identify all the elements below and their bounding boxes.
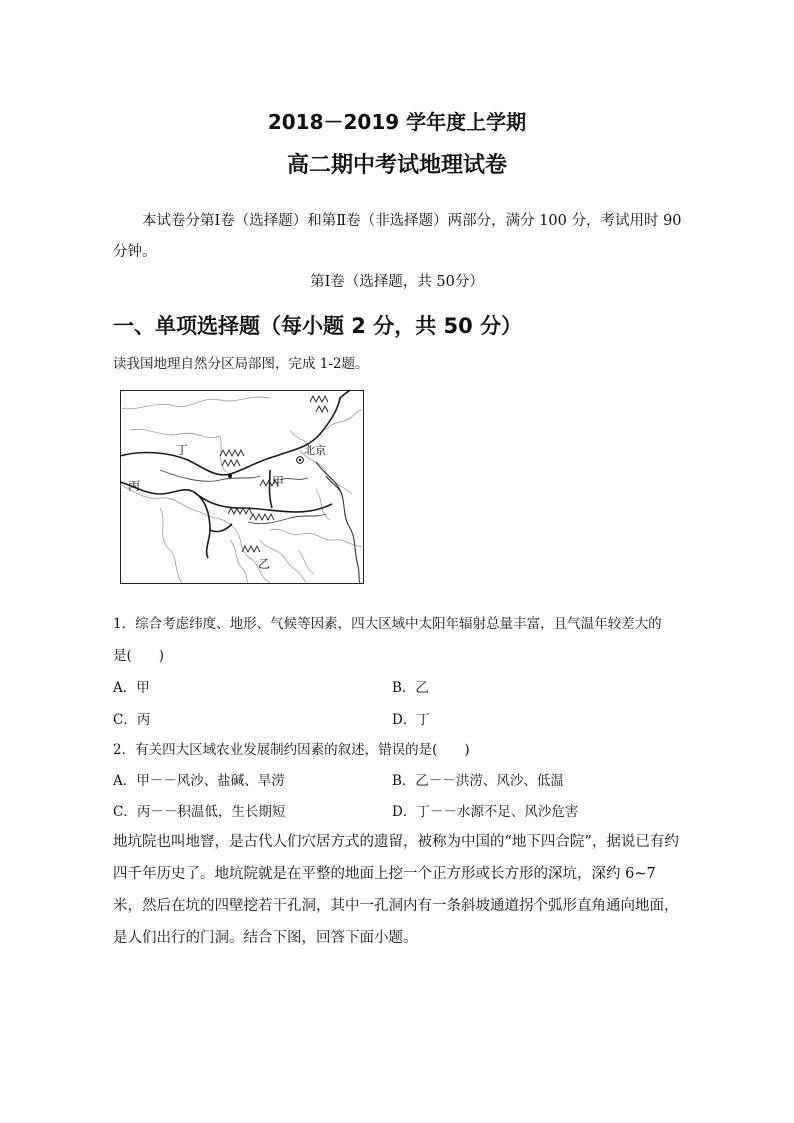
label-beijing: 北京 <box>304 444 326 457</box>
section-title: 一、单项选择题（每小题 2 分，共 50 分） <box>113 314 523 338</box>
label-region-jia: 甲 <box>272 475 285 489</box>
exam-title-subject: 高二期中考试地理试卷 <box>286 153 507 178</box>
question-2-option-d: D．丁－－水源不足、风沙危害 <box>392 804 579 820</box>
question-1-stem-cont: 是( ) <box>113 648 165 664</box>
question-1-option-b: B．乙 <box>392 680 429 696</box>
question-1-option-a: A．甲 <box>113 680 150 696</box>
label-region-ding: 丁 <box>176 443 189 457</box>
question-1-option-d: D．丁 <box>392 712 430 728</box>
question-1-option-c: C．丙 <box>113 712 151 728</box>
question-2-option-a: A．甲－－风沙、盐碱、旱涝 <box>113 773 285 789</box>
label-region-yi: 乙 <box>258 557 271 571</box>
question-1-stem: 1．综合考虑纬度、地形、气候等因素，四大区域中太阳年辐射总量丰富，且气温年较差大的 <box>113 616 662 632</box>
exam-title-year: 2018－2019 学年度上学期 <box>267 110 527 134</box>
question-2-option-c: C．丙－－积温低，生长期短 <box>113 804 286 820</box>
map-prompt: 读我国地理自然分区局部图，完成 1-2题。 <box>113 356 369 372</box>
china-region-map <box>120 390 364 584</box>
question-2-stem: 2．有关四大区域农业发展制约因素的叙述，错误的是( ) <box>113 742 470 758</box>
exam-instructions: 本试卷分第Ⅰ卷（选择题）和第Ⅱ卷（非选择题）两部分，满分 100 分，考试用时 90 分钟。 <box>113 213 682 260</box>
volume-title: 第Ⅰ卷（选择题，共 50分） <box>310 274 484 290</box>
label-region-bing: 丙 <box>128 479 141 493</box>
passage-dikengyuan: 地坑院也叫地窨，是古代人们穴居方式的遗留，被称为中国的“地下四合院”，据说已有约四千年历史了。地坑院就是在平整的地面上挖一个正方形或长方形的深坑，深约 6~7 米，然后在坑的四壁挖若干孔洞，其中一孔洞内有一条斜坡通道拐个弧形直角通向地面，是人们出行的门洞。结合下图，回答下面小题。 <box>113 834 679 946</box>
question-2-option-b: B．乙－－洪涝、风沙、低温 <box>392 773 564 789</box>
